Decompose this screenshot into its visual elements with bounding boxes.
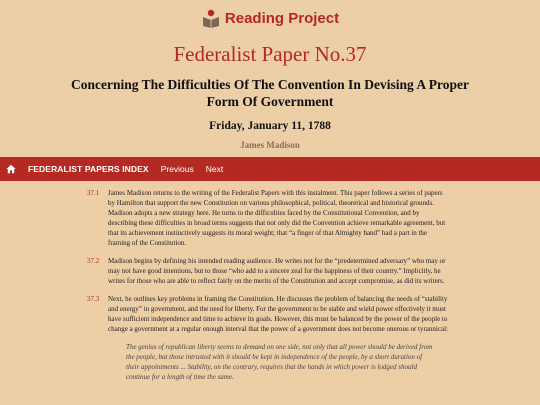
page-subtitle: Concerning The Difficulties Of The Convention In Devising A Proper Form Of Government [71,77,469,109]
logo-text: Reading Project [224,9,340,27]
paragraph [87,188,450,248]
author-name: James Madison [240,140,300,150]
home-button[interactable] [0,157,22,181]
paragraph-text: James Madison returns to the writing of the Federalist Papers with this instalment. This paper follows a series of papers by Hamilton that support the new Constitution on various philosophical, political, theoretical and historical grounds. Madison adopts a new strategy here. He turns to the difficulties faced by the Constitutional Convention, and by describing these difficulties in broad terms suggests that not only did the Convention achieve remarkable agreement, but that its achievement instinctively suggests its moral weight; that “a finger of that Almighty hand” had a part in the framing of the Constitution. [108,189,446,247]
nav-bar [0,157,540,181]
page-title: Federalist Paper No.37 [173,42,367,66]
book-reader-icon [201,8,221,28]
paragraph-text: Madison begins by defining his intended reading audience. He writes not for the “predetermined adversary” who may or may not have good intentions, but to those “who add to a sincere zeal for the happiness of their country.” Implicitly, he writes for those who are able to reflect fairly on the merits of the Constitution and accept compromise, as did its writers. [108,257,446,285]
nav-next[interactable]: Next [205,164,224,174]
home-icon [6,164,16,174]
paragraph [87,294,450,334]
nav-previous[interactable]: Previous [160,164,194,174]
site-logo[interactable] [0,8,540,28]
paragraph-text: Next, he outlines key problems in framing the Constitution. He discusses the problem of balancing the needs of “stability and energy” in government, and the need for liberty. For the government to be stable and wield power effectively it must have sufficient independence and time to achieve its goals. However, this must be balanced by the power of the people to change a government at a regular enough interval that the power of a government does not become onerous or tyrannical: [108,295,448,333]
publication-date: Friday, January 11, 1788 [209,120,331,132]
article-body [0,188,540,382]
block-quote: The genius of republican liberty seems to demand on one side, not only that all power should be derived from the people, but those intrusted with it should be kept in independence of the people, by a short duration of their appointments ... Stability, on the contrary, requires that the hands in which power is lodged should continue for a length of time the same. [126,343,433,381]
nav-federalist-index[interactable]: FEDERALIST PAPERS INDEX [28,164,149,174]
paragraph-number[interactable]: 37.2 [87,257,100,265]
paragraph-number[interactable]: 37.3 [87,295,100,303]
paragraph [87,256,450,286]
paragraph-number[interactable]: 37.1 [87,189,100,197]
